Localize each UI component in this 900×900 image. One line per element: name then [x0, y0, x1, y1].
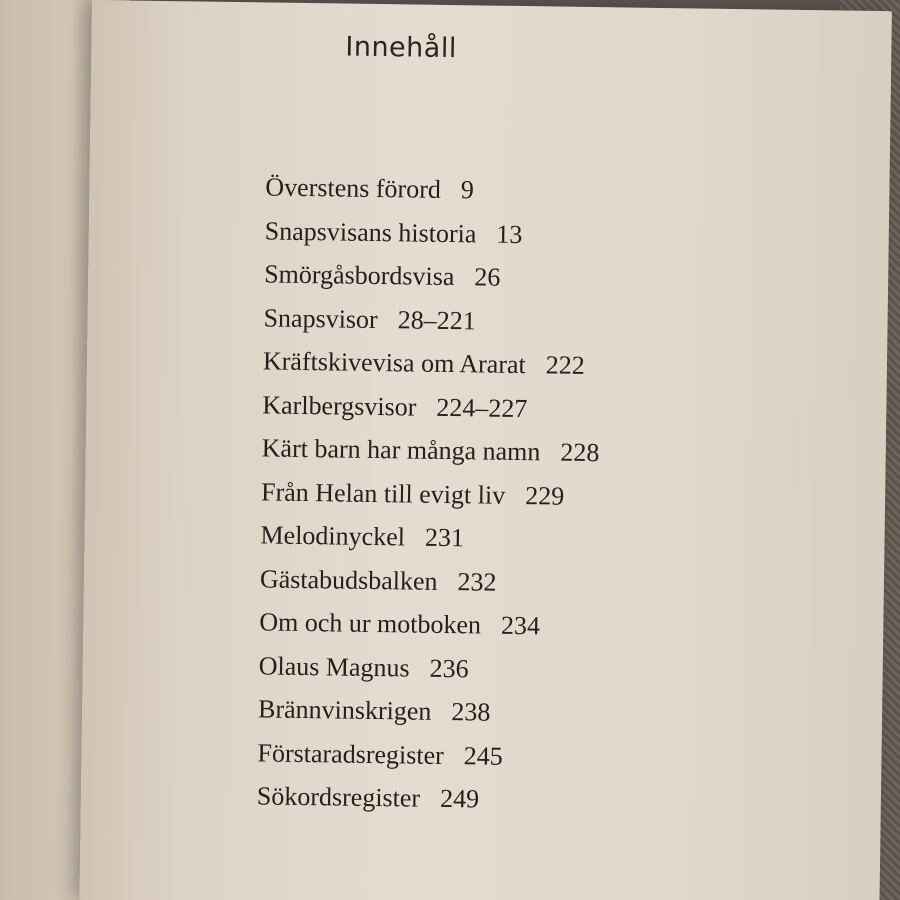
toc-entry — [257, 738, 595, 786]
toc-entry-title: Om och ur motboken — [259, 607, 482, 640]
toc-entry — [261, 433, 599, 481]
toc-entry-page: 238 — [451, 697, 491, 727]
toc-entry — [262, 390, 600, 438]
toc-entry — [259, 607, 597, 655]
toc-entry-page: 224–227 — [436, 392, 528, 423]
toc-entry — [265, 172, 603, 220]
toc-entry-page: 232 — [457, 566, 497, 597]
book-page — [79, 0, 891, 900]
toc-entry-title: Brännvinskrigen — [257, 694, 432, 726]
toc-entry-title: Smörgåsbordsvisa — [263, 259, 455, 292]
toc-entry — [263, 346, 601, 394]
toc-entry — [260, 564, 598, 612]
toc-entry-title: Förstaradsregister — [257, 737, 444, 770]
toc-entry-page: 229 — [525, 480, 565, 511]
toc-entry — [264, 259, 602, 307]
toc-entry — [256, 781, 594, 829]
toc-entry-title: Melodinyckel — [260, 520, 406, 552]
toc-entry-title: Kärt barn har många namn — [261, 433, 541, 467]
toc-entry-page: 245 — [463, 740, 503, 771]
toc-entry-title: Kräftskivevisa om Ararat — [262, 346, 526, 380]
toc-entry-page: 249 — [439, 783, 480, 814]
toc-entry-page: 28–221 — [397, 304, 476, 335]
toc-entry-title: Överstens förord — [265, 172, 442, 204]
toc-entry — [261, 477, 599, 525]
toc-entry-page: 26 — [474, 262, 501, 292]
toc-entry-title: Gästabudsbalken — [259, 563, 438, 596]
toc-entry-page: 9 — [460, 175, 475, 205]
toc-entry-page: 236 — [429, 653, 469, 683]
toc-entry — [258, 694, 596, 742]
toc-entry — [260, 520, 598, 568]
toc-entry — [258, 651, 596, 699]
table-of-contents — [256, 172, 603, 829]
page-title: Innehåll — [345, 31, 458, 65]
toc-entry-title: Snapsvisans historia — [264, 215, 477, 248]
toc-entry-title: Från Helan till evigt liv — [260, 476, 506, 510]
toc-entry — [263, 303, 601, 351]
toc-entry-title: Snapsvisor — [263, 302, 378, 334]
toc-entry-page: 13 — [496, 219, 523, 249]
toc-entry-title: Sökordsregister — [256, 781, 421, 813]
toc-entry — [264, 216, 602, 264]
toc-entry-title: Olaus Magnus — [258, 650, 410, 682]
toc-entry-title: Karlbergsvisor — [262, 389, 417, 422]
toc-entry-page: 234 — [500, 610, 541, 641]
toc-entry-page: 228 — [560, 437, 600, 468]
toc-entry-page: 222 — [545, 350, 585, 380]
toc-entry-page: 231 — [424, 522, 465, 553]
